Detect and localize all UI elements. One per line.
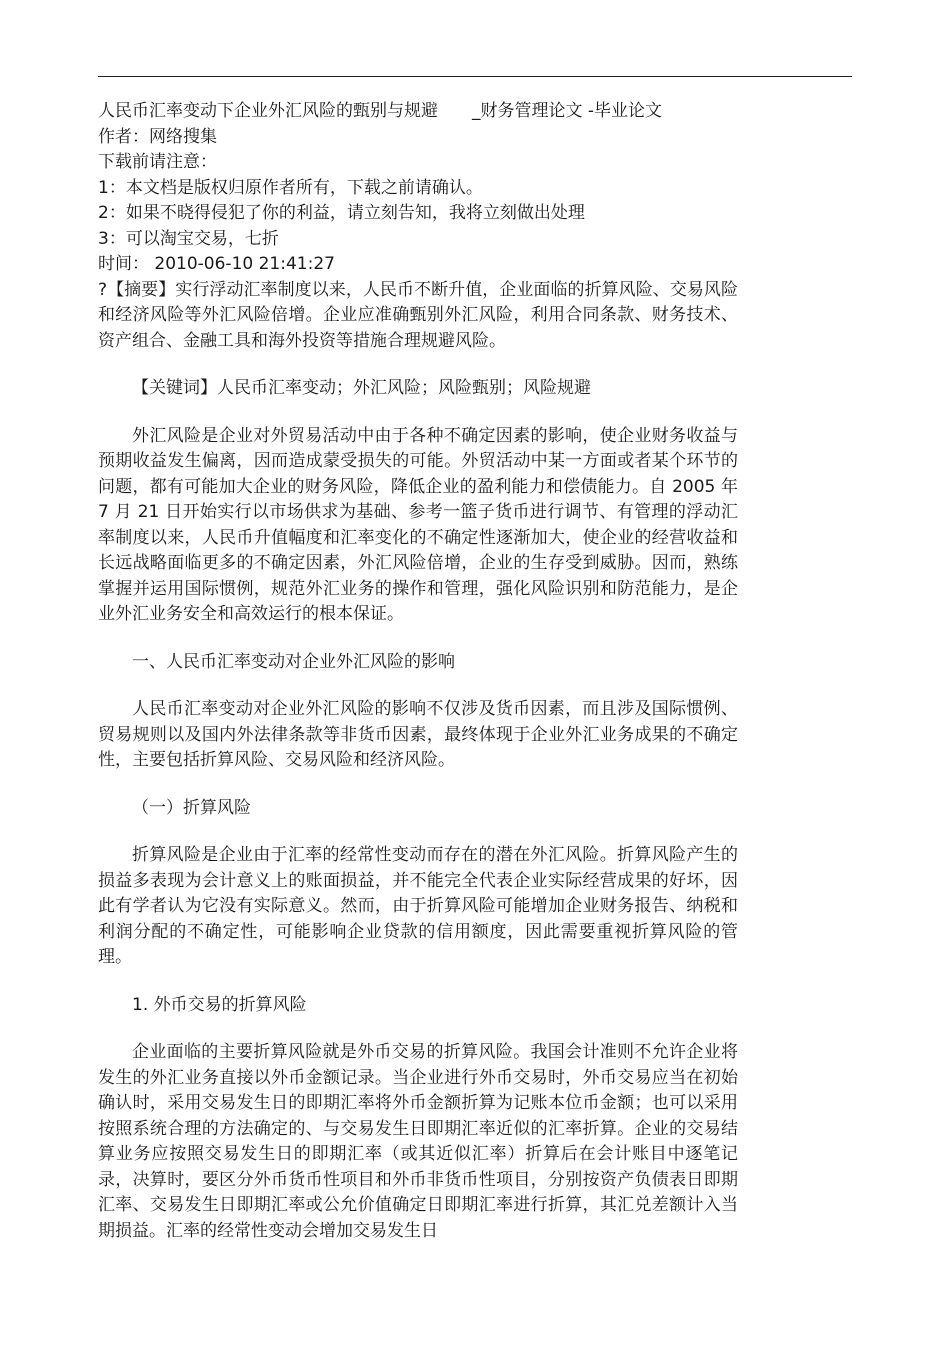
intro-paragraph: 外汇风险是企业对外贸易活动中由于各种不确定因素的影响，使企业财务收益与预期收益发生偏离，因而造成蒙受损失的可能。外贸活动中某一方面或者某个环节的问题，都有可能加大企业的财务风险，降低企业的盈利能力和偿债能力。自 2005 年 7 月 21 日开始实行以市场供求为基础、参考一篮子货币进行调节、有管理的浮动汇率制度以来，人民币升值幅度和汇率变化的不确定性逐渐加大，使企业的经营收益和长远战略面临更多的不确定因素，外汇风险倍增，企业的生存受到威胁。因而，熟练掌握并运用国际惯例，规范外汇业务的操作和管理，强化风险识别和防范能力，是企业外汇业务安全和高效运行的根本保证。 <box>98 425 738 624</box>
document-body <box>98 99 738 1244</box>
section-1-heading: 一、人民币汇率变动对企业外汇风险的影响 <box>132 651 455 672</box>
item-1-paragraph: 企业面临的主要折算风险就是外币交易的折算风险。我国会计准则不允许企业将发生的外汇业务直接以外币金额记录。当企业进行外币交易时，外币交易应当在初始确认时，采用交易发生日的即期汇率将外币金额折算为记账本位币金额；也可以采用按照系统合理的方法确定的、与交易发生日即期汇率近似的汇率折算。企业的交易结算业务应按照交易发生日的即期汇率（或其近似汇率）折算后在会计账目中逐笔记录，决算时，要区分外币货币性项目和外币非货币性项目，分别按资产负债表日即期汇率、交易发生日即期汇率或公允价值确定日即期汇率进行折算，其汇兑差额计入当期损益。汇率的经常性变动会增加交易发生日 <box>98 1042 738 1241</box>
item-1-heading: 1. 外币交易的折算风险 <box>132 994 307 1015</box>
spacer <box>98 1018 738 1040</box>
spacer <box>98 628 738 650</box>
spacer <box>98 354 738 376</box>
notice-heading: 下载前请注意： <box>98 152 217 172</box>
subsection-1-heading: （一）折算风险 <box>132 797 251 818</box>
notice-item-3: 3：可以淘宝交易，七折 <box>98 228 279 249</box>
keywords-line: 【关键词】人民币汇率变动；外汇风险；风险甄别；风险规避 <box>132 378 591 398</box>
abstract-paragraph: ?【摘要】实行浮动汇率制度以来，人民币不断升值，企业面临的折算风险、交易风险和经济风险等外汇风险倍增。企业应准确甄别外汇风险，利用合同条款、财务技术、资产组合、金融工具和海外投资等措施合理规避风险。 <box>98 279 738 351</box>
notice-item-1: 1：本文档是版权归原作者所有，下载之前请确认。 <box>98 177 483 198</box>
spacer <box>98 774 738 796</box>
header-rule <box>98 76 852 77</box>
timestamp-line: 时间： 2010-06-10 21:41:27 <box>98 254 335 274</box>
spacer <box>98 675 738 697</box>
spacer <box>98 971 738 993</box>
section-1-paragraph: 人民币汇率变动对企业外汇风险的影响不仅涉及货币因素，而且涉及国际惯例、贸易规则以及国内外法律条款等非货币因素，最终体现于企业外汇业务成果的不确定性，主要包括折算风险、交易风险和经济风险。 <box>98 699 738 770</box>
spacer <box>98 821 738 843</box>
spacer <box>98 402 738 424</box>
author-line: 作者：网络搜集 <box>98 126 217 147</box>
document-title: 人民币汇率变动下企业外汇风险的甄别与规避 _财务管理论文 -毕业论文 <box>98 101 663 121</box>
notice-item-2: 2：如果不晓得侵犯了你的利益，请立刻告知，我将立刻做出处理 <box>98 203 585 223</box>
subsection-1-paragraph: 折算风险是企业由于汇率的经常性变动而存在的潜在外汇风险。折算风险产生的损益多表现为会计意义上的账面损益，并不能完全代表企业实际经营成果的好坏，因此有学者认为它没有实际意义。然而，由于折算风险可能增加企业财务报告、纳税和利润分配的不确定性，可能影响企业贷款的信用额度，因此需要重视折算风险的管理。 <box>98 845 738 967</box>
